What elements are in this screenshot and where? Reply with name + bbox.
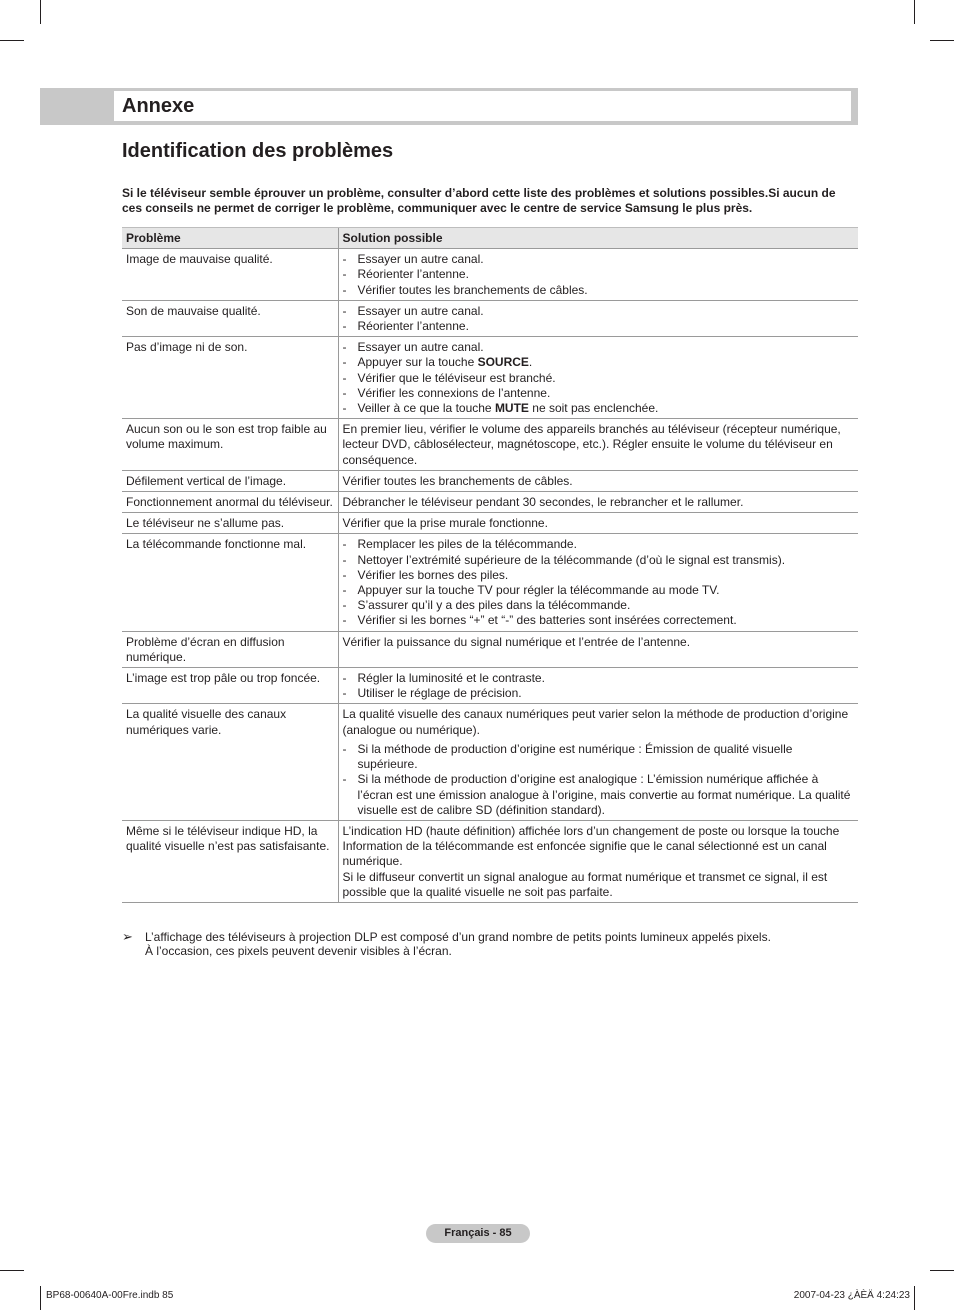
- crop-mark: [930, 1270, 954, 1271]
- solution-item: - Vérifier les bornes des piles.: [343, 568, 855, 583]
- solution-cell: [338, 668, 858, 704]
- solution-text: L’indication HD (haute définition) affichée lors d’un changement de poste ou lorsque la touche Information de la télécommande est enfoncée signifie que le canal sélectionné est un canal numérique.: [342, 823, 840, 869]
- solution-cell: [338, 300, 858, 336]
- note-line: À l’occasion, ces pixels peuvent devenir visibles à l’écran.: [145, 944, 452, 958]
- solution-item-text: ne soit pas enclenchée.: [528, 401, 659, 416]
- problem-cell: Même si le téléviseur indique HD, la qualité visuelle n’est pas satisfaisante.: [122, 820, 338, 902]
- solution-list: [343, 340, 855, 416]
- solution-item: - Réorienter l’antenne.: [343, 267, 855, 282]
- table-row: [122, 492, 858, 513]
- solution-cell: Vérifier toutes les branchements de câbles.: [338, 470, 858, 491]
- solution-item: - Essayer un autre canal.: [343, 304, 855, 319]
- print-info: 2007-04-23 ¿ÀÈÄ 4:24:23: [793, 1290, 910, 1301]
- page-number-badge: Français - 85: [426, 1224, 530, 1243]
- solution-cell: [338, 820, 858, 902]
- table-row: [122, 249, 858, 301]
- section-title: Annexe: [122, 95, 195, 117]
- source-key-label: SOURCE: [477, 355, 529, 370]
- troubleshooting-table: [122, 227, 858, 903]
- solution-list: [343, 742, 855, 818]
- problem-cell: Aucun son ou le son est trop faible au volume maximum.: [122, 419, 338, 471]
- solution-cell: En premier lieu, vérifier le volume des appareils branchés au téléviseur (récepteur numérique, lecteur DVD, câblosélecteur, magnétoscope, etc.). Régler ensuite le volume du téléviseur en conséquence.: [338, 419, 858, 471]
- arrow-icon: ➢: [122, 929, 133, 944]
- solution-item-text: Appuyer sur la touche: [357, 355, 478, 370]
- problem-cell: Problème d’écran en diffusion numérique.: [122, 631, 338, 667]
- problem-cell: Le téléviseur ne s’allume pas.: [122, 513, 338, 534]
- solution-text: Si le diffuseur convertit un signal analogue au format numérique et transmet ce signal, il est possible que la qualité visuelle ne soit pas parfaite.: [342, 869, 828, 899]
- table-row: [122, 300, 858, 336]
- solution-cell: Vérifier que la prise murale fonctionne.: [338, 513, 858, 534]
- crop-mark: [914, 0, 915, 24]
- solution-item: - Si la méthode de production d’origine est analogique : L’émission numérique affichée à l’écran est une émission analogue à l’origine, mais convertie au format numérique. La qualité visuelle est de calibre SD (définition standard).: [343, 772, 855, 818]
- solution-list: [343, 252, 855, 298]
- crop-mark: [930, 40, 954, 41]
- file-info: BP68-00640A-00Fre.indb 85: [46, 1290, 174, 1301]
- problem-cell: Défilement vertical de l’image.: [122, 470, 338, 491]
- column-header-problem: Problème: [122, 228, 338, 249]
- solution-item: - Essayer un autre canal.: [343, 340, 855, 355]
- solution-list: [343, 304, 855, 334]
- solution-cell: [338, 534, 858, 631]
- problem-cell: Fonctionnement anormal du téléviseur.: [122, 492, 338, 513]
- solution-cell: Vérifier la puissance du signal numérique et l’entrée de l’antenne.: [338, 631, 858, 667]
- crop-mark: [0, 1270, 24, 1271]
- solution-item: - Vérifier les connexions de l’antenne.: [343, 386, 855, 401]
- solution-item: - Vérifier que le téléviseur est branché.: [343, 371, 855, 386]
- solution-item: - Nettoyer l’extrémité supérieure de la télécommande (d’où le signal est transmis).: [343, 553, 855, 568]
- solution-cell: [338, 249, 858, 301]
- table-row: [122, 534, 858, 631]
- solution-item: [343, 401, 855, 416]
- crop-mark: [40, 1286, 41, 1310]
- solution-text: La qualité visuelle des canaux numériques peut varier selon la méthode de production d’origine (analogue ou numérique).: [342, 707, 849, 737]
- problem-cell: Pas d’image ni de son.: [122, 337, 338, 419]
- table-row: [122, 668, 858, 704]
- column-header-solution: Solution possible: [338, 228, 858, 249]
- table-header-row: [122, 228, 858, 249]
- solution-item: - Vérifier si les bornes “+” et “-” des batteries sont insérées correctement.: [343, 613, 855, 628]
- intro-paragraph: Si le téléviseur semble éprouver un problème, consulter d’abord cette liste des problèmes et solutions possibles.Si aucun de ces conseils ne permet de corriger le problème, communiquer avec le centre de service Samsung le plus près.: [122, 186, 836, 215]
- solution-cell: Débrancher le téléviseur pendant 30 secondes, le rebrancher et le rallumer.: [338, 492, 858, 513]
- crop-mark: [914, 1286, 915, 1310]
- solution-item: - Réorienter l’antenne.: [343, 319, 855, 334]
- problem-cell: Son de mauvaise qualité.: [122, 300, 338, 336]
- solution-item: - Si la méthode de production d’origine est numérique : Émission de qualité visuelle supérieure.: [343, 742, 855, 772]
- crop-mark: [40, 0, 41, 24]
- solution-item: - Régler la luminosité et le contraste.: [343, 671, 855, 686]
- problem-cell: L’image est trop pâle ou trop foncée.: [122, 668, 338, 704]
- table-row: [122, 419, 858, 471]
- solution-item: - S’assurer qu’il y a des piles dans la télécommande.: [343, 598, 855, 613]
- table-row: [122, 513, 858, 534]
- table-row: [122, 820, 858, 902]
- solution-item: - Utiliser le réglage de précision.: [343, 686, 855, 701]
- solution-item-text: .: [528, 355, 533, 370]
- table-row: [122, 631, 858, 667]
- solution-item: - Vérifier toutes les branchements de câbles.: [343, 283, 855, 298]
- solution-list: [343, 671, 855, 701]
- page-title: Identification des problèmes: [122, 140, 394, 162]
- solution-item: - Essayer un autre canal.: [343, 252, 855, 267]
- table-row: [122, 337, 858, 419]
- solution-item: [343, 355, 855, 370]
- solution-item: - Remplacer les piles de la télécommande.: [343, 537, 855, 552]
- section-header-panel: [114, 91, 851, 121]
- solution-item: - Appuyer sur la touche TV pour régler la télécommande au mode TV.: [343, 583, 855, 598]
- solution-item-text: Veiller à ce que la touche: [357, 401, 495, 416]
- solution-list: [343, 537, 855, 628]
- problem-cell: La qualité visuelle des canaux numériques varie.: [122, 704, 338, 820]
- note: [122, 930, 858, 958]
- problem-cell: La télécommande fonctionne mal.: [122, 534, 338, 631]
- crop-mark: [0, 40, 24, 41]
- problem-cell: Image de mauvaise qualité.: [122, 249, 338, 301]
- solution-cell: [338, 704, 858, 820]
- note-line: L’affichage des téléviseurs à projection DLP est composé d’un grand nombre de petits points lumineux appelés pixels.: [145, 930, 771, 944]
- solution-cell: [338, 337, 858, 419]
- table-row: [122, 704, 858, 820]
- table-row: [122, 470, 858, 491]
- mute-key-label: MUTE: [494, 401, 529, 416]
